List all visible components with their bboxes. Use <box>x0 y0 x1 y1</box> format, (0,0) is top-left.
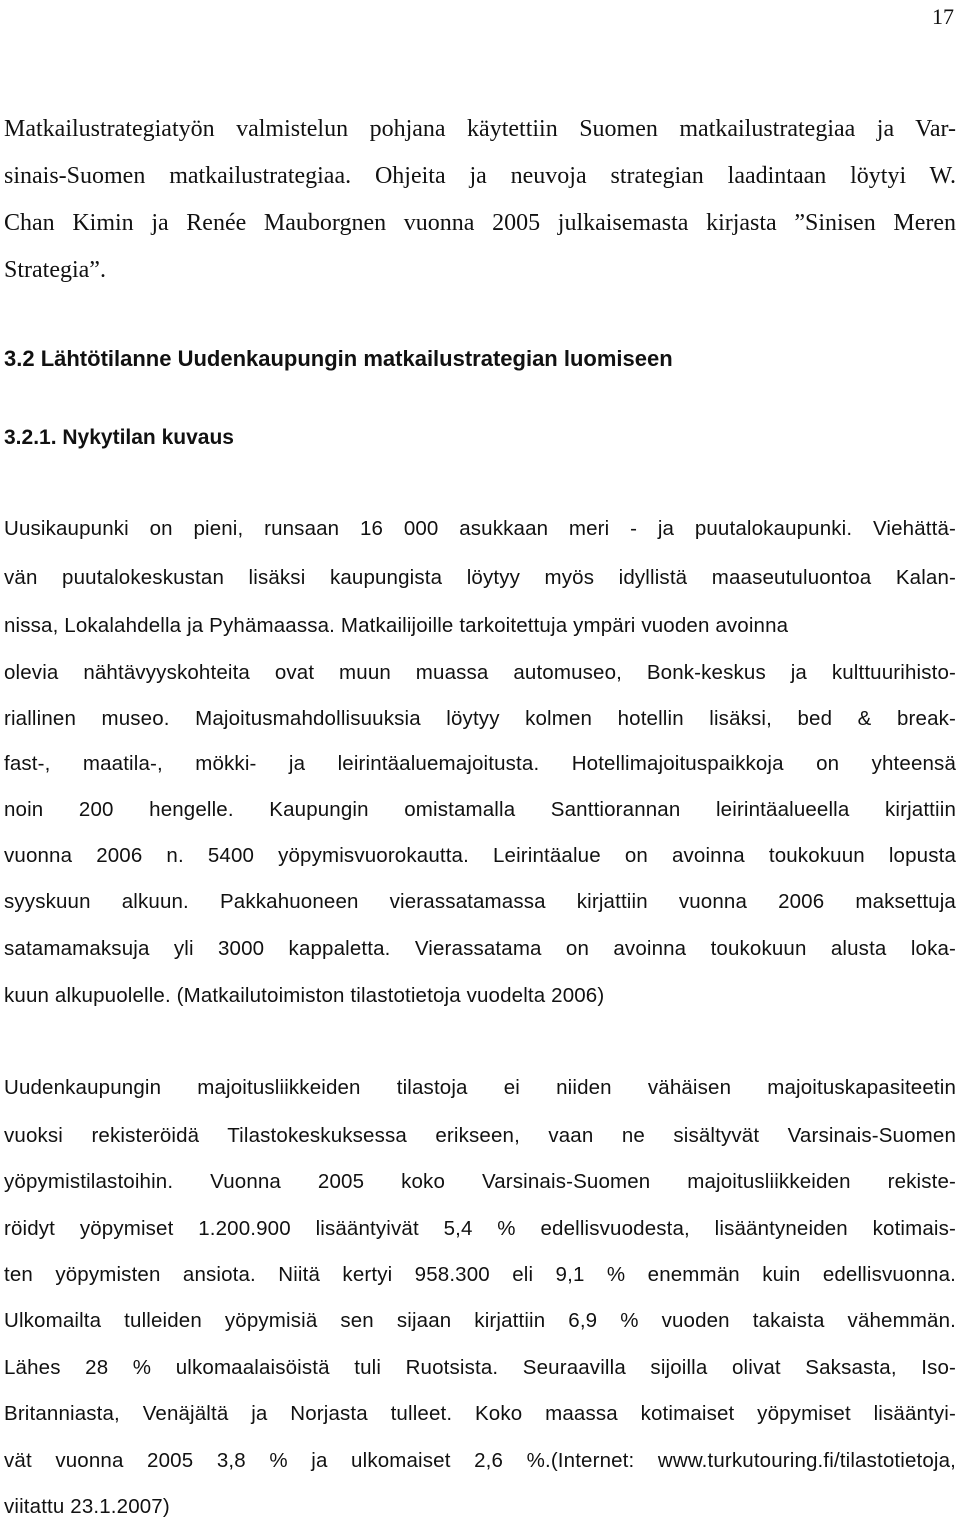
text-line: noin 200 hengelle. Kaupungin omistamalla Santtiorannan leirintäalueella kirjattiin <box>4 798 956 821</box>
text-line: röidyt yöpymiset 1.200.900 lisääntyivät 5,4 % edellisvuodesta, lisääntyneiden kotimais- <box>4 1217 956 1240</box>
text-line: ten yöpymisten ansiota. Niitä kertyi 958.300 eli 9,1 % enemmän kuin edellisvuonna. <box>4 1263 956 1286</box>
text-line: vuoksi rekisteröidä Tilastokeskuksessa erikseen, vaan ne sisältyvät Varsinais-Suomen <box>4 1124 956 1147</box>
page-number: 17 <box>932 4 954 29</box>
text-line: kuun alkupuolelle. (Matkailutoimiston tilastotietoja vuodelta 2006) <box>4 984 605 1007</box>
text-line: Ulkomailta tulleiden yöpymisiä sen sijaan kirjattiin 6,9 % vuoden takaista vähemmän. <box>4 1309 956 1332</box>
text-line: Strategia”. <box>4 257 106 283</box>
text-line: fast-, maatila-, mökki- ja leirintäaluemajoitusta. Hotellimajoituspaikkoja on yhteensä <box>4 752 956 775</box>
text-line: nissa, Lokalahdella ja Pyhämaassa. Matkailijoille tarkoitettuja ympäri vuoden avoinna <box>4 614 789 637</box>
subsection-heading: 3.2.1. Nykytilan kuvaus <box>4 426 234 449</box>
text-line: Matkailustrategiatyön valmistelun pohjana käytettiin Suomen matkailustrategiaa ja Var- <box>4 116 956 142</box>
text-line: Chan Kimin ja Renée Mauborgnen vuonna 2005 julkaisemasta kirjasta ”Sinisen Meren <box>4 210 956 236</box>
text-line: vän puutalokeskustan lisäksi kaupungista löytyy myös idyllistä maaseutuluontoa Kalan- <box>4 566 956 589</box>
text-line: Uusikaupunki on pieni, runsaan 16 000 asukkaan meri - ja puutalokaupunki. Viehättä- <box>4 517 956 540</box>
text-line: Britanniasta, Venäjältä ja Norjasta tulleet. Koko maassa kotimaiset yöpymiset lisääntyi- <box>4 1402 956 1425</box>
text-line: syyskuun alkuun. Pakkahuoneen vierassatamassa kirjattiin vuonna 2006 maksettuja <box>4 890 956 913</box>
text-line: yöpymistilastoihin. Vuonna 2005 koko Varsinais-Suomen majoitusliikkeiden rekiste- <box>4 1170 956 1193</box>
text-line: olevia nähtävyyskohteita ovat muun muassa automuseo, Bonk-keskus ja kulttuurihisto- <box>4 661 956 684</box>
text-line: riallinen museo. Majoitusmahdollisuuksia löytyy kolmen hotellin lisäksi, bed & break- <box>4 707 956 730</box>
text-line: sinais-Suomen matkailustrategiaa. Ohjeita ja neuvoja strategian laadintaan löytyi W. <box>4 163 956 189</box>
text-line: satamamaksuja yli 3000 kappaletta. Vierassatama on avoinna toukokuun alusta loka- <box>4 937 956 960</box>
text-line: vuonna 2006 n. 5400 yöpymisvuorokautta. Leirintäalue on avoinna toukokuun lopusta <box>4 844 956 867</box>
text-line: Lähes 28 % ulkomaalaisöistä tuli Ruotsista. Seuraavilla sijoilla olivat Saksasta, Iso- <box>4 1356 956 1379</box>
text-line: vät vuonna 2005 3,8 % ja ulkomaiset 2,6 %.(Internet: www.turkutouring.fi/tilastotietoja, <box>4 1449 956 1472</box>
text-line: viitattu 23.1.2007) <box>4 1495 170 1518</box>
section-heading: 3.2 Lähtötilanne Uudenkaupungin matkailustrategian luomiseen <box>4 346 673 371</box>
text-line: Uudenkaupungin majoitusliikkeiden tilastoja ei niiden vähäisen majoituskapasiteetin <box>4 1076 956 1099</box>
